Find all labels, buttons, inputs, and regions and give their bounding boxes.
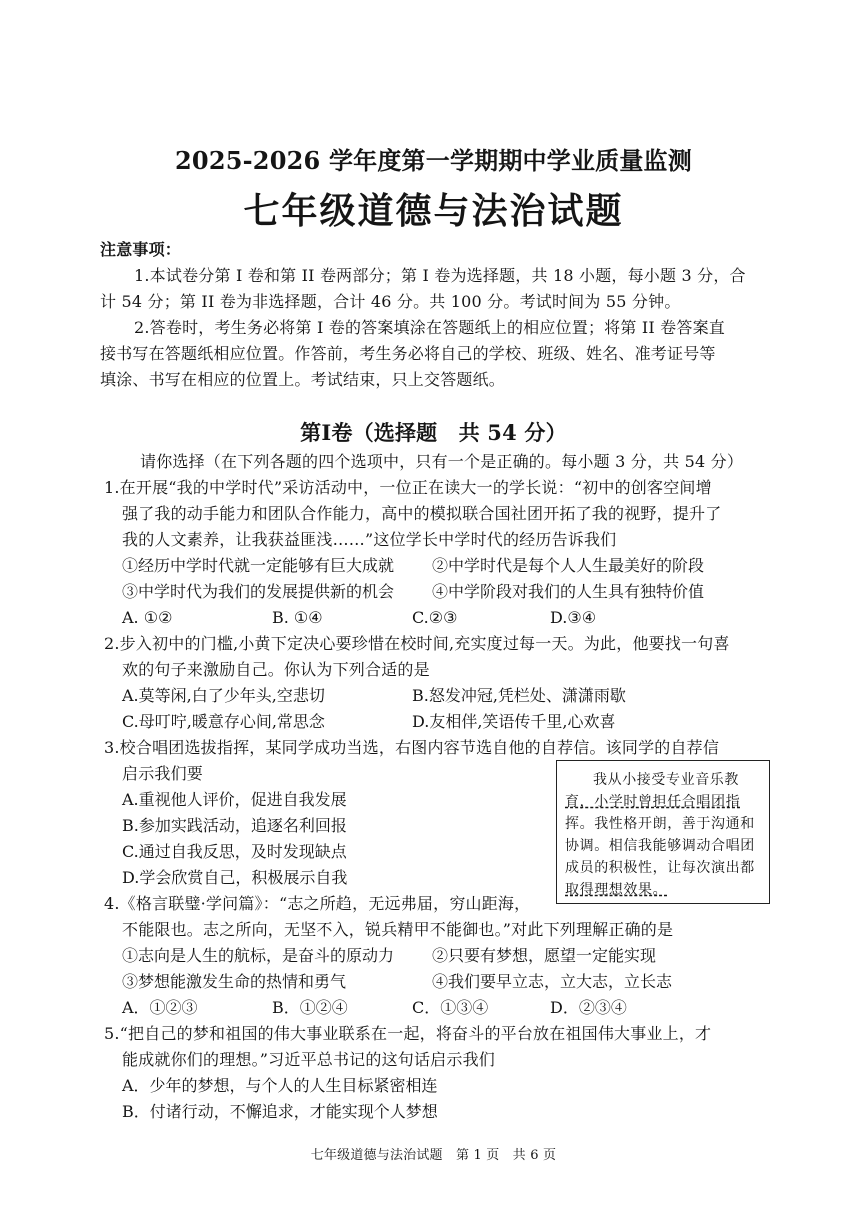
letter-line-3: 挥。我性格开朗，善于沟通和 — [565, 816, 755, 832]
q2-stem-line-1: 2.步入初中的门槛,小黄下定决心要珍惜在校时间,充实度过每一天。为此，他要找一句喜 — [104, 634, 730, 653]
q2-option-d: D.友相伴,笑语传千里,心欢喜 — [412, 712, 616, 731]
letter-line-1: 我从小接受专业音乐教 — [593, 772, 739, 788]
q1-stem-line-2: 强了我的动手能力和团队合作能力，高中的模拟联合国社团开拓了我的视野，提升了 — [122, 504, 722, 523]
q4-statement-1: ①志向是人生的航标，是奋斗的原动力 — [122, 946, 395, 965]
exam-title: 七年级道德与法治试题 — [243, 190, 624, 232]
q4-statement-3: ③梦想能激发生命的热情和勇气 — [122, 972, 347, 991]
letter-line-6: 取得理想效果。 — [565, 882, 668, 898]
q4-stem-line-1: 4.《格言联璧·学问篇》：“志之所趋，无远弗届，穷山距海， — [104, 894, 531, 913]
q1-stem-line-3: 我的人文素养，让我获益匪浅……”这位学长中学时代的经历告诉我们 — [122, 530, 617, 549]
q3-option-a: A.重视他人评价，促进自我发展 — [122, 790, 347, 809]
q5-stem-line-1: 5.“把自己的梦和祖国的伟大事业联系在一起，将奋斗的平台放在祖国伟大事业上，才 — [104, 1024, 712, 1043]
notice-item-2-line-2: 接书写在答题纸相应位置。作答前，考生务必将自己的学校、班级、姓名、准考证号等 — [100, 344, 716, 363]
q1-option-a: A. ①② — [122, 608, 173, 627]
letter-line-5: 成员的积极性，让每次演出都 — [565, 860, 755, 876]
q2-option-a: A.莫等闲,白了少年头,空悲切 — [122, 686, 325, 705]
q1-option-c: C.②③ — [412, 608, 458, 627]
q4-option-b: B．①②④ — [272, 998, 348, 1017]
section-instruction: 请你选择（在下列各题的四个选项中，只有一个是正确的。每小题 3 分，共 54 分） — [140, 452, 744, 471]
q1-stem-line-1: 1.在开展“我的中学时代”采访活动中，一位正在读大一的学长说：“初中的创客空间增 — [104, 478, 712, 497]
q4-option-d: D．②③④ — [550, 998, 627, 1017]
letter-line-4: 协调。相信我能够调动合唱团 — [565, 838, 755, 854]
section-title: 第Ⅰ卷（选择题 共 54 分） — [300, 420, 567, 445]
q4-statement-2: ②只要有梦想，愿望一定能实现 — [432, 946, 657, 965]
q1-statement-4: ④中学阶段对我们的人生具有独特价值 — [432, 582, 705, 601]
notice-heading: 注意事项： — [100, 240, 182, 259]
q1-statement-2: ②中学时代是每个人人生最美好的阶段 — [432, 556, 705, 575]
q3-option-c: C.通过自我反思，及时发现缺点 — [122, 842, 347, 861]
notice-item-1-line-1: 1.本试卷分第 I 卷和第 II 卷两部分；第 I 卷为选择题，共 18 小题，每小题 3 分，合 — [134, 266, 746, 285]
q2-stem-line-2: 欢的句子来激励自己。你认为下列合适的是 — [122, 660, 430, 679]
q1-statement-1: ①经历中学时代就一定能够有巨大成就 — [122, 556, 395, 575]
q4-option-a: A．①②③ — [122, 998, 198, 1017]
q1-option-b: B. ①④ — [272, 608, 323, 627]
q5-option-a: A．少年的梦想，与个人的人生目标紧密相连 — [122, 1076, 438, 1095]
q1-statement-3: ③中学时代为我们的发展提供新的机会 — [122, 582, 395, 601]
exam-period-heading: 2025-2026 学年度第一学期期中学业质量监测 — [175, 146, 692, 175]
notice-item-2-line-1: 2.答卷时，考生务必将第 I 卷的答案填涂在答题纸上的相应位置；将第 II 卷答案直 — [134, 318, 725, 337]
q4-statement-4: ④我们要早立志，立大志，立长志 — [432, 972, 673, 991]
q2-option-c: C.母叮咛,暖意存心间,常思念 — [122, 712, 325, 731]
page-footer: 七年级道德与法治试题 第 1 页 共 6 页 — [310, 1148, 557, 1163]
letter-line-2: 育，小学时曾担任合唱团指 — [565, 794, 741, 810]
q3-option-d: D.学会欣赏自己，积极展示自我 — [122, 868, 348, 887]
recommendation-letter-box — [556, 760, 770, 904]
q4-option-c: C．①③④ — [412, 998, 489, 1017]
q1-option-d: D.③④ — [550, 608, 597, 627]
q3-stem-line-1: 3.校合唱团选拔指挥，某同学成功当选，右图内容节选自他的自荐信。该同学的自荐信 — [104, 738, 720, 757]
q3-stem-line-2: 启示我们要 — [122, 764, 204, 783]
q5-stem-line-2: 能成就你们的理想。”习近平总书记的这句话启示我们 — [122, 1050, 495, 1069]
notice-item-2-line-3: 填涂、书写在相应的位置上。考试结束，只上交答题纸。 — [100, 370, 506, 389]
q5-option-b: B．付诸行动，不懈追求，才能实现个人梦想 — [122, 1102, 438, 1121]
notice-item-1-line-2: 计 54 分；第 II 卷为非选择题，合计 46 分。共 100 分。考试时间为 55 分钟。 — [100, 292, 681, 311]
q4-stem-line-2: 不能限也。志之所向，无坚不入，锐兵精甲不能御也。”对此下列理解正确的是 — [122, 920, 674, 939]
q2-option-b: B.怒发冲冠,凭栏处、潇潇雨歇 — [412, 686, 626, 705]
q3-option-b: B.参加实践活动，追逐名利回报 — [122, 816, 347, 835]
